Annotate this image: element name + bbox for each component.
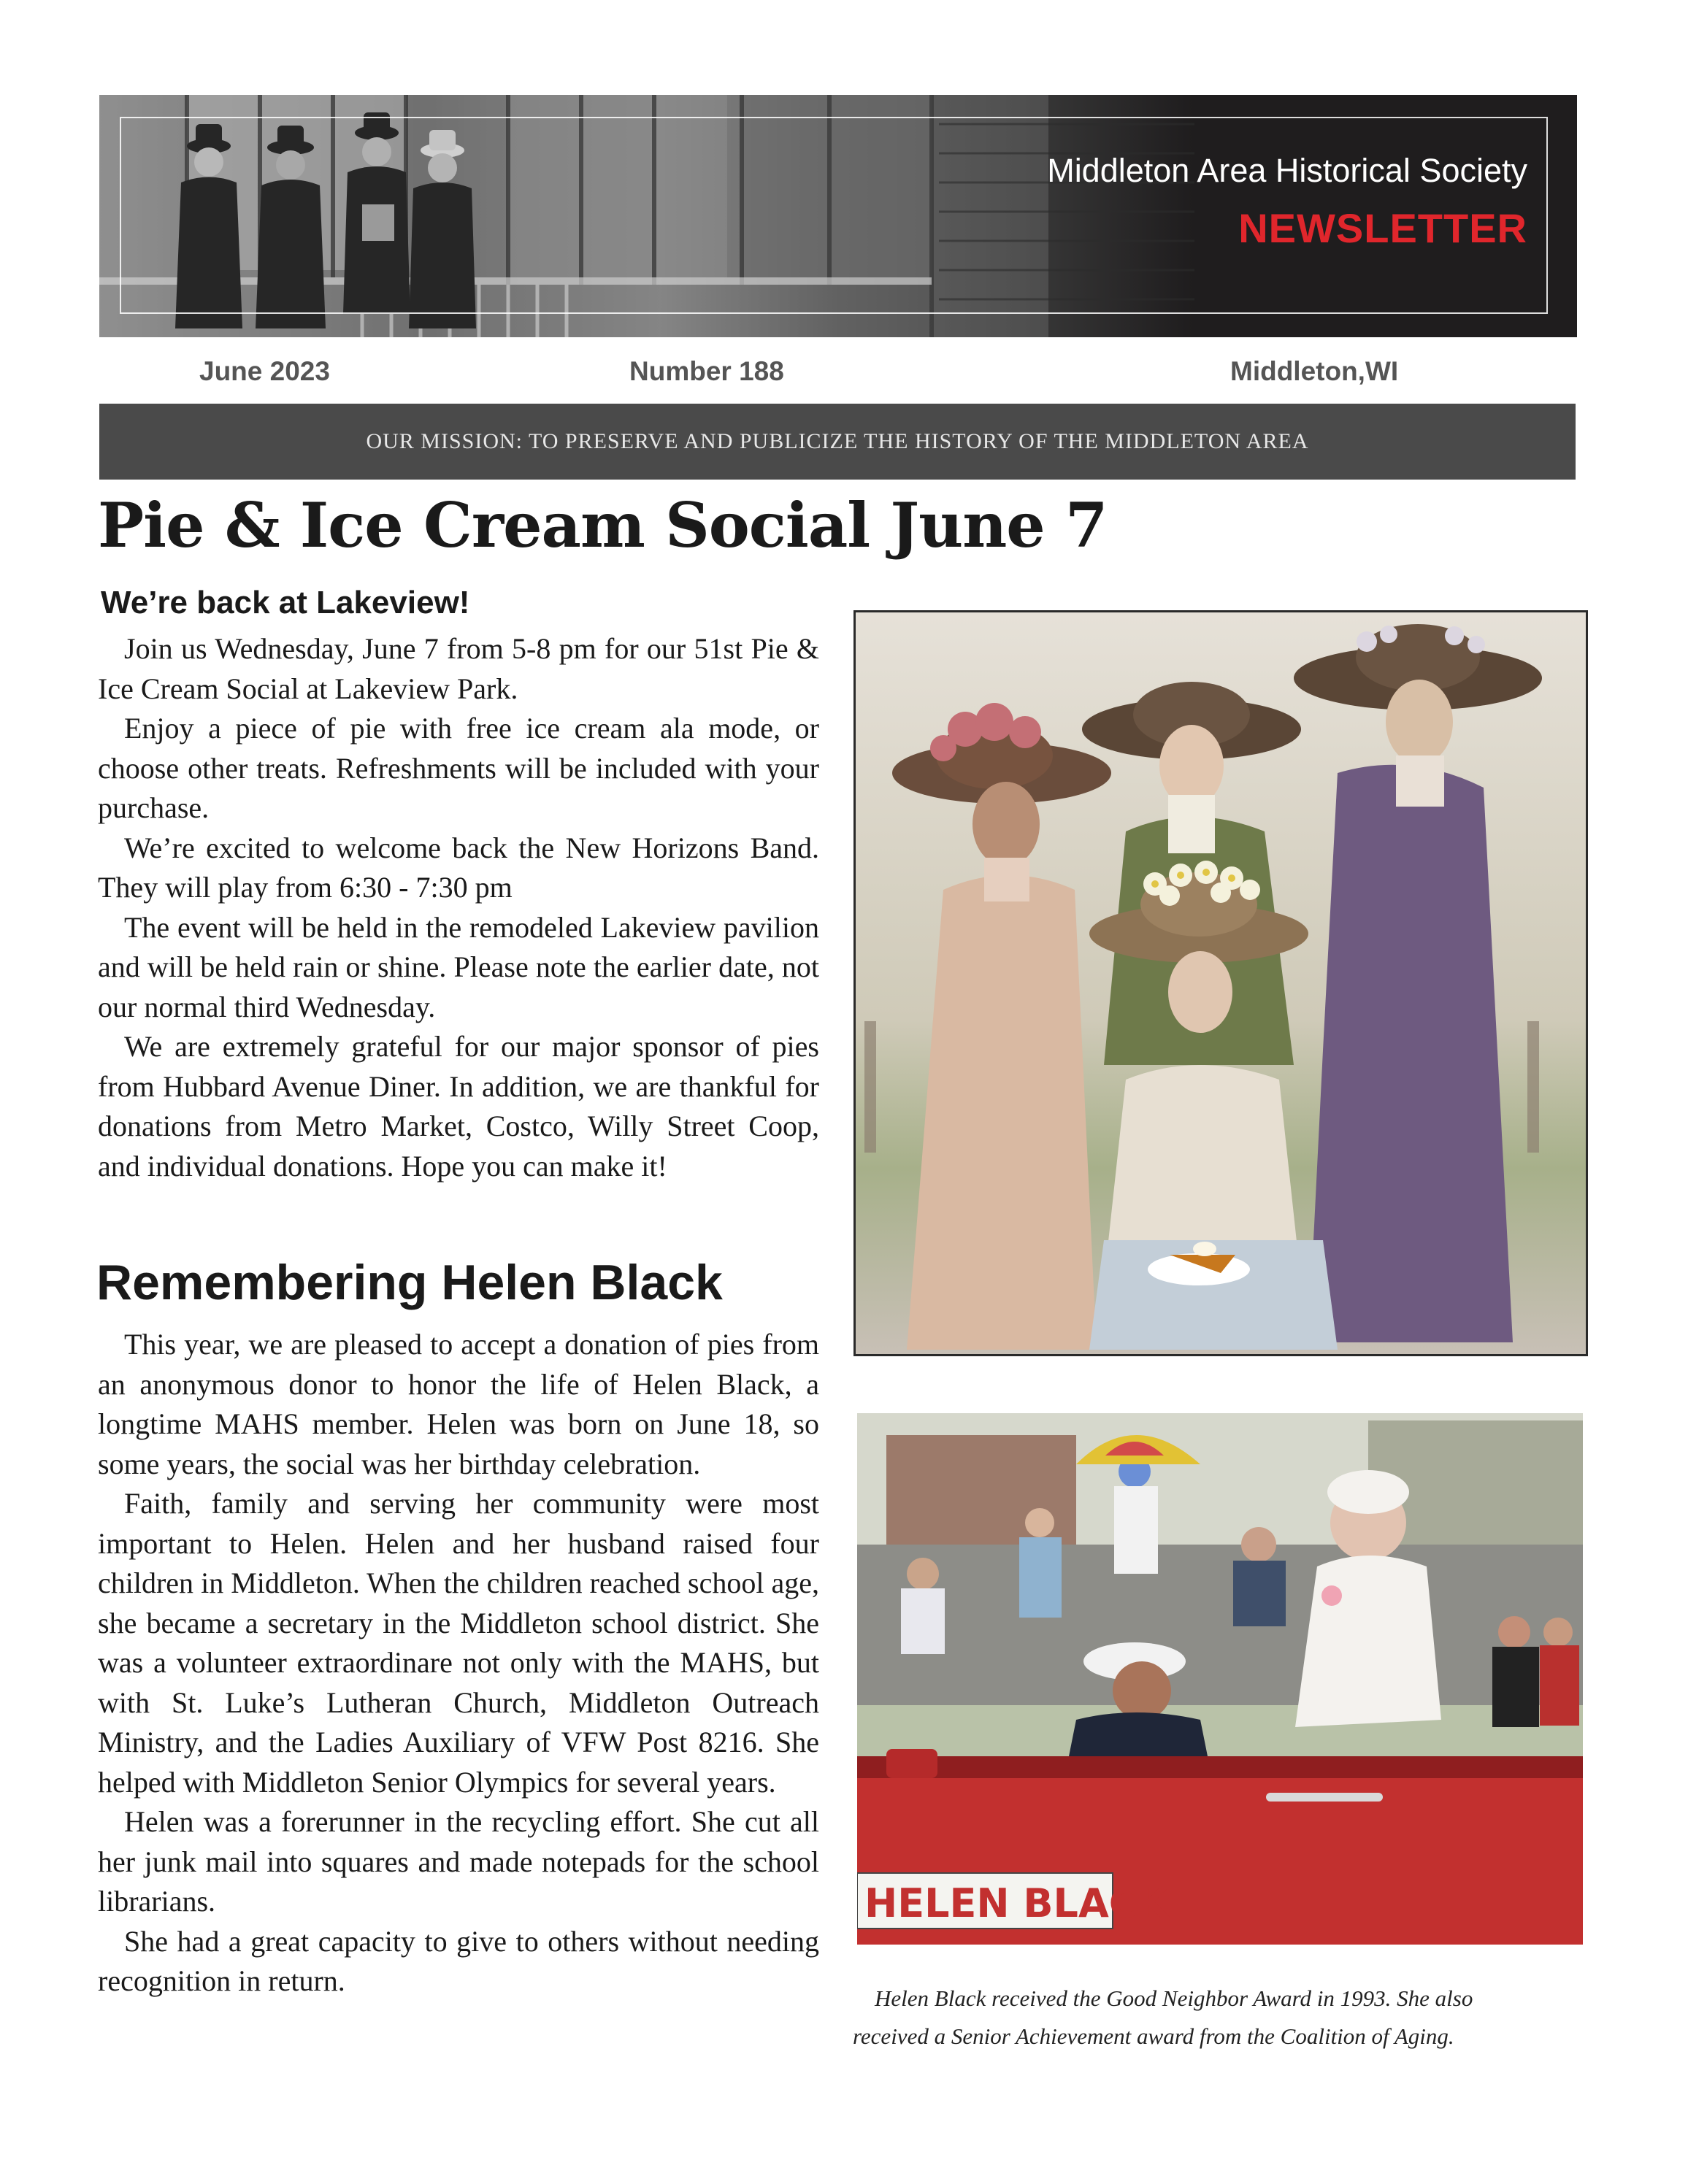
caption-line-2: received a Senior Achievement award from the Coalition of Aging.: [853, 2023, 1454, 2049]
mission-bar: [99, 404, 1576, 480]
article-2-paragraph: Helen was a forerunner in the recycling effort. She cut all her junk mail into squares and made notepads for the school librarians.: [98, 1805, 819, 1918]
masthead-banner: [99, 95, 1577, 337]
article-1-paragraph: Join us Wednesday, June 7 from 5-8 pm for our 51st Pie & Ice Cream Social at Lakeview Park.: [98, 632, 819, 705]
newsletter-title: NEWSLETTER: [1238, 205, 1527, 251]
photo-caption: [853, 1980, 1583, 2056]
org-name: Middleton Area Historical Society: [1047, 152, 1527, 189]
parade-car-illustration: [857, 1413, 1583, 1945]
article-2-headline: Remembering Helen Black: [96, 1255, 723, 1310]
article-1-paragraph: We are extremely grateful for our major sponsor of pies from Hubbard Avenue Diner. In addition, we are thankful for donations from Metro Market, Costco, Willy Street Coop, and individual donations. Hope you can make it!: [98, 1030, 819, 1183]
issue-location: Middleton,WI: [1230, 356, 1399, 386]
helen-black-parade-photo: [857, 1413, 1583, 1945]
article-2-paragraph: She had a great capacity to give to others without needing recognition in return.: [98, 1924, 819, 1997]
article-1-subhead: We’re back at Lakeview!: [101, 585, 470, 620]
issue-date: June 2023: [199, 356, 330, 386]
parade-sign-text: HELEN BLACK: [864, 1880, 1169, 1926]
issue-number: Number 188: [629, 356, 784, 386]
article-1-paragraph: Enjoy a piece of pie with free ice cream ala mode, or choose other treats. Refreshments will be included with your purchase.: [98, 712, 819, 824]
mission-statement: OUR MISSION: TO PRESERVE AND PUBLICIZE THE HISTORY OF THE MIDDLETON AREA: [366, 429, 1309, 453]
article-1-headline: Pie & Ice Cream Social June 7: [98, 489, 1108, 561]
article-2-paragraph: Faith, family and serving her community were most important to Helen. Helen and her husband raised four children in Middleton. When the children reached school age, she became a secretary in the Middleton school district. She was a volunteer extraordinare not only with the MAHS, but with St. Luke’s Lutheran Church, Middleton Outreach Ministry, and the Ladies Auxiliary of VFW Post 8216. She helped with Middleton Senior Olympics for several years.: [98, 1487, 819, 1799]
article-2-paragraph: This year, we are pleased to accept a donation of pies from an anonymous donor to honor the life of Helen Black, a longtime MAHS member. Helen was born on June 18, so some years, the social was her birthday celebration.: [98, 1328, 819, 1480]
article-1-paragraph: The event will be held in the remodeled Lakeview pavilion and will be held rain or shine. Please note the earlier date, not our normal third Wednesday.: [98, 910, 819, 1023]
four-women-vintage-photo: [853, 610, 1588, 1356]
caption-line-1: Helen Black received the Good Neighbor Award in 1993. She also: [875, 1985, 1473, 2011]
four-women-illustration: [856, 612, 1586, 1354]
article-1-paragraph: We’re excited to welcome back the New Horizons Band. They will play from 6:30 - 7:30 pm: [98, 831, 819, 904]
article-2-body: [98, 1325, 819, 2002]
article-1-body: [98, 629, 819, 1186]
